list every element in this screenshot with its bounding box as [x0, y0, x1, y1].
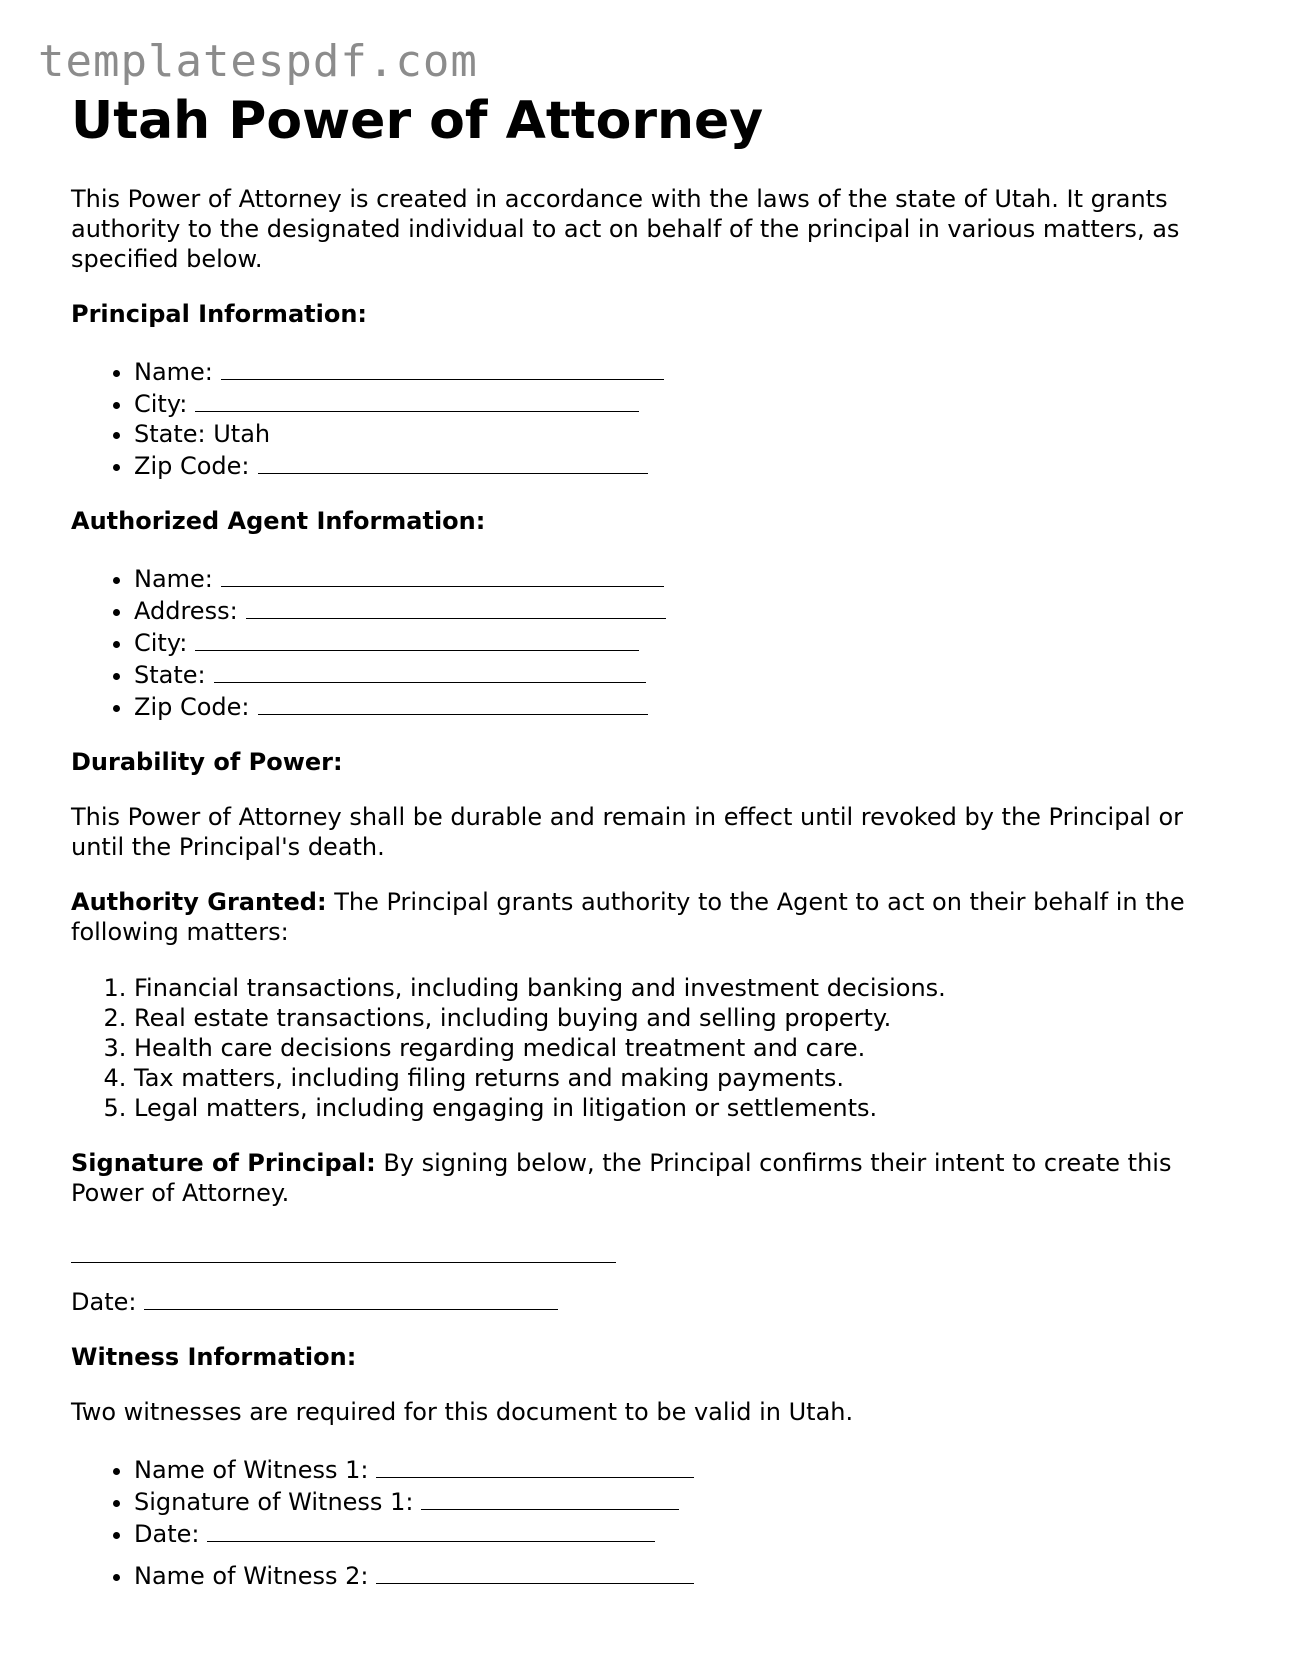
authority-paragraph [71, 887, 1221, 947]
witness1-signature-label: Signature of Witness 1: [134, 1488, 414, 1516]
witness1-date-label: Date: [134, 1520, 200, 1548]
agent-address-label: Address: [134, 597, 238, 625]
agent-heading: Authorized Agent Information: [71, 507, 486, 535]
principal-date-row [71, 1285, 1221, 1317]
witness2-list [71, 1559, 1221, 1591]
watermark: templatespdf.com [38, 36, 478, 87]
principal-date-blank[interactable] [144, 1285, 558, 1310]
principal-name-label: Name: [134, 358, 213, 386]
principal-zip-label: Zip Code: [134, 452, 250, 480]
authority-item: 5. Legal matters, including engaging in litigation or settlements. [134, 1093, 1221, 1123]
authority-item: 3. Health care decisions regarding medical treatment and care. [134, 1033, 1221, 1063]
authority-item: 1. Financial transactions, including banking and investment decisions. [134, 973, 1221, 1003]
agent-city-label: City: [134, 629, 188, 657]
durability-paragraph: This Power of Attorney shall be durable and remain in effect until revoked by the Principal or until the Principal's death. [71, 803, 1183, 861]
authority-heading: Authority Granted: [71, 888, 327, 916]
principal-name-blank[interactable] [221, 355, 664, 380]
principal-city-label: City: [134, 390, 188, 418]
authority-list [71, 973, 1221, 1123]
principal-heading: Principal Information: [71, 300, 368, 328]
principal-zip-blank[interactable] [258, 449, 648, 474]
witness1-signature-blank[interactable] [421, 1485, 679, 1510]
principal-zip-item [134, 449, 1221, 481]
agent-name-item [134, 562, 1221, 594]
witness2-name-label: Name of Witness 2: [134, 1562, 369, 1590]
agent-list [71, 562, 1221, 722]
agent-name-label: Name: [134, 565, 213, 593]
witness2-name-blank[interactable] [376, 1559, 694, 1584]
principal-name-item [134, 355, 1221, 387]
witness2-name-item [134, 1559, 1221, 1591]
agent-zip-item [134, 690, 1221, 722]
principal-city-blank[interactable] [195, 387, 639, 412]
witness-paragraph: Two witnesses are required for this document to be valid in Utah. [71, 1398, 854, 1426]
agent-name-blank[interactable] [221, 562, 664, 587]
witness1-name-item [134, 1453, 1221, 1485]
witness1-list [71, 1453, 1221, 1549]
witness1-name-label: Name of Witness 1: [134, 1456, 369, 1484]
authority-item: 2. Real estate transactions, including buying and selling property. [134, 1003, 1221, 1033]
witness1-name-blank[interactable] [376, 1453, 694, 1478]
witness1-signature-item [134, 1485, 1221, 1517]
agent-address-item [134, 594, 1221, 626]
principal-state-item [134, 419, 1221, 449]
intro-paragraph: This Power of Attorney is created in accordance with the laws of the state of Utah. It grants authority to the designated individual to act on behalf of the principal in various matters, as specified below. [71, 185, 1180, 273]
agent-state-blank[interactable] [214, 658, 646, 683]
witness-heading: Witness Information: [71, 1343, 357, 1371]
authority-item: 4. Tax matters, including filing returns and making payments. [134, 1063, 1221, 1093]
witness1-date-item [134, 1517, 1221, 1549]
agent-city-item [134, 626, 1221, 658]
agent-city-blank[interactable] [195, 626, 639, 651]
principal-date-label: Date: [71, 1288, 137, 1316]
signature-heading: Signature of Principal: [71, 1149, 376, 1177]
principal-signature-line[interactable] [71, 1232, 1221, 1263]
principal-city-item [134, 387, 1221, 419]
agent-state-item [134, 658, 1221, 690]
document-title: Utah Power of Attorney [71, 91, 764, 151]
agent-address-blank[interactable] [246, 594, 666, 619]
agent-zip-label: Zip Code: [134, 693, 250, 721]
principal-state-text: State: Utah [134, 420, 271, 448]
principal-list [71, 355, 1221, 481]
authority-text: The Principal grants authority to the Agent to act on their behalf in the following matters: [71, 888, 1185, 946]
witness1-date-blank[interactable] [207, 1517, 655, 1542]
document-page [71, 88, 1221, 1591]
signature-paragraph [71, 1148, 1221, 1208]
agent-state-label: State: [134, 661, 206, 689]
signature-text: By signing below, the Principal confirms their intent to create this Power of Attorney. [71, 1149, 1172, 1207]
durability-heading: Durability of Power: [71, 748, 343, 776]
agent-zip-blank[interactable] [258, 690, 648, 715]
